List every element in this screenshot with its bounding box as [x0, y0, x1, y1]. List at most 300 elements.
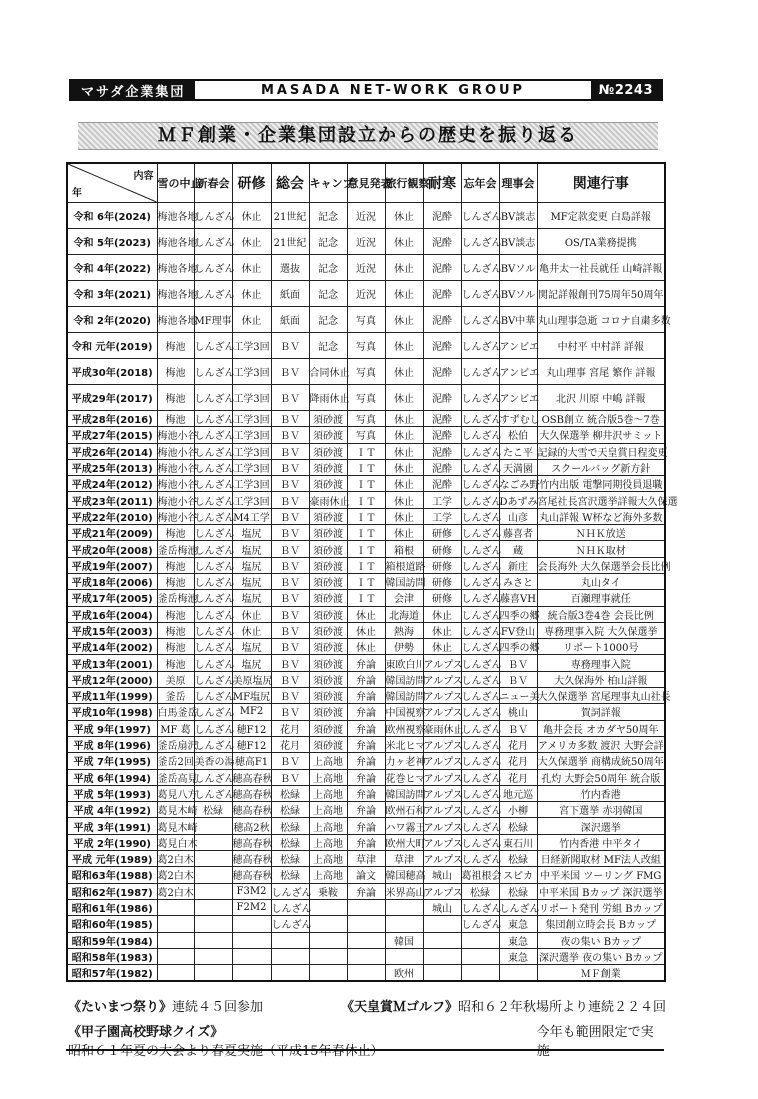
- table-cell: ＩＴ: [347, 476, 385, 492]
- table-cell: しんざん: [461, 573, 499, 589]
- table-cell: 欧州石和: [385, 802, 423, 818]
- table-cell: 休止: [385, 385, 423, 411]
- table-cell: 須砂渡: [309, 655, 347, 671]
- related-event-cell: 孔灼 大野会50周年 統合版: [537, 769, 665, 785]
- table-cell: 上高地: [309, 753, 347, 769]
- table-cell: [499, 965, 537, 982]
- table-cell: 米北ヒマ: [385, 736, 423, 752]
- table-cell: 泥酔: [423, 229, 461, 255]
- table-cell: ＩＴ: [347, 443, 385, 459]
- table-cell: しんざん: [461, 281, 499, 307]
- table-cell: BV談志: [499, 229, 537, 255]
- table-cell: 欧州大町: [385, 834, 423, 850]
- table-cell: アンビエ: [499, 359, 537, 385]
- table-row: [67, 834, 665, 850]
- table-cell: 上高地: [309, 818, 347, 834]
- table-cell: 東急: [499, 916, 537, 932]
- table-cell: 弁論: [347, 769, 385, 785]
- table-cell: しんざん: [499, 899, 537, 915]
- history-table: [66, 162, 678, 982]
- table-cell: 上高地: [309, 851, 347, 867]
- table-cell: 休止: [232, 281, 271, 307]
- table-cell: 葛見木崎: [157, 802, 194, 818]
- table-cell: 弁論: [347, 704, 385, 720]
- year-cell: 平成14年(2002): [67, 639, 157, 655]
- header-cell: 関連行事: [537, 163, 665, 203]
- table-cell: [309, 916, 347, 932]
- table-cell: 豪雨休止: [423, 720, 461, 736]
- table-cell: 葛祖根会: [461, 867, 499, 883]
- table-cell: 弁論: [347, 818, 385, 834]
- table-cell: 美原塩尻: [232, 671, 271, 687]
- year-cell: 昭和60年(1985): [67, 916, 157, 932]
- table-cell: 記念: [309, 229, 347, 255]
- table-cell: 釜岳扇沢: [157, 736, 194, 752]
- related-event-cell: 中村平 中村詳 詳報: [537, 333, 665, 359]
- table-cell: しんざん: [194, 203, 232, 229]
- table-cell: 写真: [347, 307, 385, 333]
- note-title: 《甲子園高校野球クイズ》: [68, 1025, 224, 1040]
- table-cell: 葛見八方: [157, 785, 194, 801]
- year-cell: 平成30年(2018): [67, 359, 157, 385]
- table-cell: しんざん: [271, 916, 309, 932]
- table-cell: 写真: [347, 359, 385, 385]
- table-cell: たこ平: [499, 443, 537, 459]
- table-cell: アンビエ: [499, 333, 537, 359]
- table-cell: しんざん: [194, 671, 232, 687]
- table-cell: ＢＶ: [271, 557, 309, 573]
- table-cell: ＢＶ: [271, 573, 309, 589]
- table-cell: 休止: [385, 307, 423, 333]
- table-row: [67, 688, 665, 704]
- table-cell: 塩尻: [232, 525, 271, 541]
- table-cell: 美原: [157, 671, 194, 687]
- table-cell: 上高地: [309, 769, 347, 785]
- table-cell: 工学3回: [232, 476, 271, 492]
- related-event-cell: 竹内香港: [537, 785, 665, 801]
- table-cell: 選抜: [271, 255, 309, 281]
- footer-line-2: [68, 1021, 666, 1059]
- table-cell: 梅池小谷: [157, 427, 194, 443]
- table-cell: 梅池小谷: [157, 508, 194, 524]
- table-row: [67, 704, 665, 720]
- year-cell: 平成10年(1998): [67, 704, 157, 720]
- table-header-row: [67, 163, 665, 203]
- table-cell: 須砂渡: [309, 411, 347, 427]
- year-cell: 平成 元年(1989): [67, 851, 157, 867]
- table-cell: 泥酔: [423, 427, 461, 443]
- table-cell: しんざん: [461, 834, 499, 850]
- table-cell: [461, 965, 499, 982]
- table-cell: 韓国穂高: [385, 867, 423, 883]
- table-cell: しんざん: [461, 525, 499, 541]
- table-cell: 研修: [423, 557, 461, 573]
- table-cell: [347, 948, 385, 964]
- table-row: [67, 655, 665, 671]
- table-cell: 写真: [347, 427, 385, 443]
- table-cell: 梅池各地: [157, 229, 194, 255]
- related-event-cell: 専務理事入院 大久保選挙: [537, 622, 665, 638]
- table-cell: [461, 932, 499, 948]
- related-event-cell: ＮＨＫ取材: [537, 541, 665, 557]
- header-cell: キャンプ: [309, 163, 347, 203]
- table-cell: ＩＴ: [347, 525, 385, 541]
- year-cell: 平成23年(2011): [67, 492, 157, 508]
- koshien-quiz-status: 今年も範囲限定で実施: [536, 1025, 654, 1059]
- table-cell: [385, 916, 423, 932]
- table-cell: ＢＶ: [499, 720, 537, 736]
- table-cell: 研修: [423, 573, 461, 589]
- table-cell: [461, 948, 499, 964]
- table-cell: 休止: [385, 281, 423, 307]
- torch-festival-note: [68, 996, 263, 1015]
- table-cell: ＢＶ: [271, 590, 309, 606]
- table-cell: しんざん: [194, 688, 232, 704]
- table-cell: 休止: [232, 203, 271, 229]
- table-cell: 21世紀: [271, 203, 309, 229]
- table-cell: 梅池: [157, 525, 194, 541]
- related-event-cell: OS/TA業務提携: [537, 229, 665, 255]
- table-cell: しんざん: [461, 704, 499, 720]
- table-cell: ＢＶ: [271, 769, 309, 785]
- table-row: [67, 590, 665, 606]
- table-cell: 塩尻: [232, 541, 271, 557]
- table-cell: 藤喜VH: [499, 590, 537, 606]
- table-cell: アルプス: [423, 655, 461, 671]
- table-cell: アルプス: [423, 671, 461, 687]
- table-cell: しんざん: [461, 557, 499, 573]
- table-cell: ＢＶ: [499, 671, 537, 687]
- table-cell: 工学3回: [232, 359, 271, 385]
- table-row: [67, 525, 665, 541]
- table-cell: 花巻ヒマ: [385, 769, 423, 785]
- table-cell: 欧州視察: [385, 720, 423, 736]
- table-cell: 松緑: [461, 883, 499, 899]
- table-cell: しんざん: [194, 720, 232, 736]
- table-cell: 須砂渡: [309, 671, 347, 687]
- table-cell: F3M2: [232, 883, 271, 899]
- note-title: 《天皇賞Ｍゴルフ》: [340, 1000, 458, 1015]
- table-cell: しんざん: [461, 899, 499, 915]
- table-cell: しんざん: [461, 671, 499, 687]
- table-cell: しんざん: [194, 622, 232, 638]
- table-cell: 穂F12: [232, 736, 271, 752]
- table-cell: 米界高山: [385, 883, 423, 899]
- table-cell: 須砂渡: [309, 720, 347, 736]
- table-cell: 梅池各地: [157, 307, 194, 333]
- table-cell: 休止: [385, 427, 423, 443]
- table-cell: [194, 883, 232, 899]
- table-row: [67, 671, 665, 687]
- table-cell: しんざん: [461, 688, 499, 704]
- table-cell: 須砂渡: [309, 573, 347, 589]
- table-cell: 松緑: [499, 818, 537, 834]
- related-event-cell: 賀詞詳報: [537, 704, 665, 720]
- table-cell: しんざん: [461, 492, 499, 508]
- table-cell: しんざん: [194, 359, 232, 385]
- table-cell: しんざん: [461, 411, 499, 427]
- table-cell: アルプス: [423, 802, 461, 818]
- table-cell: しんざん: [461, 443, 499, 459]
- table-cell: しんざん: [271, 883, 309, 899]
- header-cell: 旅行観察: [385, 163, 423, 203]
- table-cell: 休止: [232, 622, 271, 638]
- table-cell: 松緑: [271, 785, 309, 801]
- table-cell: しんざん: [194, 557, 232, 573]
- header-cell: 理事会: [499, 163, 537, 203]
- corner-item-label: 内容: [133, 171, 154, 182]
- table-cell: しんざん: [461, 541, 499, 557]
- year-cell: 平成26年(2014): [67, 443, 157, 459]
- table-cell: ＢＶ: [271, 622, 309, 638]
- table-cell: 葛見木崎: [157, 818, 194, 834]
- table-cell: [194, 916, 232, 932]
- table-cell: しんざん: [461, 333, 499, 359]
- table-cell: [347, 965, 385, 982]
- header-cell: 雪の中止: [157, 163, 194, 203]
- table-cell: 釜岳2回: [157, 753, 194, 769]
- related-event-cell: 丸山理事 宮尾 繁作 詳報: [537, 359, 665, 385]
- year-cell: 令和 元年(2019): [67, 333, 157, 359]
- related-event-cell: 関記詳報創刊75周年50周年: [537, 281, 665, 307]
- table-cell: 梅池: [157, 655, 194, 671]
- table-cell: [157, 916, 194, 932]
- table-cell: FV登山: [499, 622, 537, 638]
- table-cell: 梅池: [157, 385, 194, 411]
- table-cell: アンビエ: [499, 385, 537, 411]
- related-event-cell: 竹内出版 電撃同期役員退職: [537, 476, 665, 492]
- table-cell: しんざん: [461, 916, 499, 932]
- table-cell: [423, 932, 461, 948]
- year-cell: 平成11年(1999): [67, 688, 157, 704]
- table-cell: しんざん: [194, 541, 232, 557]
- table-cell: 休止: [385, 508, 423, 524]
- year-cell: 平成 4年(1992): [67, 802, 157, 818]
- note-text: 昭和６１年夏の大会より春夏実施（平成15年春休止）: [68, 1044, 384, 1059]
- table-cell: 花月: [271, 736, 309, 752]
- note-text: 連続４５回参加: [172, 1000, 264, 1015]
- table-cell: 草津: [347, 851, 385, 867]
- table-cell: しんざん: [194, 459, 232, 475]
- table-cell: 写真: [347, 385, 385, 411]
- table-cell: しんざん: [194, 255, 232, 281]
- table-cell: 白馬釜岳: [157, 704, 194, 720]
- table-cell: ＢＶ: [271, 655, 309, 671]
- table-cell: 北海道: [385, 606, 423, 622]
- table-cell: 紙面: [271, 307, 309, 333]
- year-cell: 平成 8年(1996): [67, 736, 157, 752]
- table-cell: ニュー美: [499, 688, 537, 704]
- table-cell: 梅池各地: [157, 203, 194, 229]
- table-cell: しんざん: [194, 639, 232, 655]
- table-cell: [232, 916, 271, 932]
- table-cell: 花月: [499, 736, 537, 752]
- table-row: [67, 385, 665, 411]
- table-cell: 近況: [347, 255, 385, 281]
- table-cell: ＢＶ: [271, 411, 309, 427]
- table-cell: 休止: [385, 411, 423, 427]
- table-cell: 休止: [423, 622, 461, 638]
- year-cell: 平成13年(2001): [67, 655, 157, 671]
- table-row: [67, 818, 665, 834]
- table-cell: 弁論: [347, 834, 385, 850]
- table-cell: 須砂渡: [309, 557, 347, 573]
- table-cell: しんざん: [271, 899, 309, 915]
- table-cell: 工学3回: [232, 333, 271, 359]
- table-cell: 休止: [423, 639, 461, 655]
- table-cell: ＩＴ: [347, 508, 385, 524]
- table-cell: ＩＴ: [347, 557, 385, 573]
- table-cell: 工学3回: [232, 492, 271, 508]
- table-cell: 藤喜者: [499, 525, 537, 541]
- related-event-cell: アメリカ多数 渡沢 大野会詳: [537, 736, 665, 752]
- table-cell: しんざん: [461, 229, 499, 255]
- table-cell: 韓国訪問: [385, 671, 423, 687]
- masthead-banner: [69, 79, 663, 101]
- year-cell: 平成24年(2012): [67, 476, 157, 492]
- table-cell: 休止: [385, 203, 423, 229]
- table-cell: しんざん: [461, 476, 499, 492]
- table-cell: 工学3回: [232, 385, 271, 411]
- table-cell: 草津: [385, 851, 423, 867]
- table-cell: 近況: [347, 281, 385, 307]
- table-cell: しんざん: [194, 508, 232, 524]
- table-cell: 研修: [423, 590, 461, 606]
- table-cell: 梅池小谷: [157, 443, 194, 459]
- table-cell: 須砂渡: [309, 476, 347, 492]
- table-cell: 休止: [385, 492, 423, 508]
- related-event-cell: 大久保選挙 柳井沢サミット: [537, 427, 665, 443]
- table-cell: 論文: [347, 867, 385, 883]
- table-cell: 塩尻: [232, 655, 271, 671]
- table-cell: [194, 867, 232, 883]
- headline: ＭＦ創業・企業集団設立からの歴史を振り返る: [78, 122, 658, 150]
- header-cell: 研修: [232, 163, 271, 203]
- table-row: [67, 508, 665, 524]
- table-cell: 近況: [347, 203, 385, 229]
- table-cell: F2M2: [232, 899, 271, 915]
- table-cell: 泥酔: [423, 359, 461, 385]
- table-cell: ＢＶ: [271, 671, 309, 687]
- table-cell: [385, 948, 423, 964]
- table-cell: BVソル: [499, 255, 537, 281]
- table-cell: 弁論: [347, 671, 385, 687]
- table-cell: しんざん: [194, 492, 232, 508]
- table-row: [67, 557, 665, 573]
- table-cell: 工学: [423, 492, 461, 508]
- table-cell: BV中華: [499, 307, 537, 333]
- table-row: [67, 785, 665, 801]
- table-row: [67, 476, 665, 492]
- table-cell: [271, 965, 309, 982]
- year-cell: 平成21年(2009): [67, 525, 157, 541]
- related-event-cell: 北沢 川原 中嶋 詳報: [537, 385, 665, 411]
- table-cell: 泥酔: [423, 476, 461, 492]
- masthead-english-name: MASADA NET-WORK GROUP: [260, 82, 526, 98]
- table-cell: [194, 965, 232, 982]
- note-text: 昭和６２年秋場所より連続２２４回: [457, 1000, 666, 1015]
- table-row: [67, 443, 665, 459]
- table-cell: 梅池小谷: [157, 459, 194, 475]
- table-cell: しんざん: [461, 255, 499, 281]
- table-cell: 箱根道路: [385, 557, 423, 573]
- year-cell: 平成17年(2005): [67, 590, 157, 606]
- table-cell: 山彦: [499, 508, 537, 524]
- year-cell: 昭和62年(1987): [67, 883, 157, 899]
- table-cell: 穂高春秋: [232, 785, 271, 801]
- related-event-cell: 宮尾社長宮沢選挙詳報大久保選: [537, 492, 665, 508]
- related-event-cell: 集団創立時会長 Bカップ: [537, 916, 665, 932]
- table-cell: [347, 916, 385, 932]
- table-cell: しんざん: [461, 851, 499, 867]
- table-cell: しんざん: [461, 720, 499, 736]
- year-cell: 平成 3年(1991): [67, 818, 157, 834]
- table-cell: 休止: [347, 622, 385, 638]
- table-cell: アルプス: [423, 818, 461, 834]
- table-cell: しんざん: [461, 769, 499, 785]
- table-cell: しんざん: [194, 333, 232, 359]
- table-cell: 豪雨休止: [309, 492, 347, 508]
- header-cell: 総会: [271, 163, 309, 203]
- related-event-cell: 百瀬理事就任: [537, 590, 665, 606]
- table-cell: 欧州: [385, 965, 423, 982]
- table-cell: 松緑: [271, 818, 309, 834]
- table-cell: 天満園: [499, 459, 537, 475]
- table-cell: 泥酔: [423, 411, 461, 427]
- table-cell: 梅池: [157, 411, 194, 427]
- corner-cell: [67, 163, 157, 203]
- table-cell: しんざん: [194, 281, 232, 307]
- table-cell: 塩尻: [232, 590, 271, 606]
- table-cell: しんざん: [461, 359, 499, 385]
- table-cell: しんざん: [194, 590, 232, 606]
- header-cell: 忘年会: [461, 163, 499, 203]
- table-cell: 須砂渡: [309, 590, 347, 606]
- table-cell: 休止: [423, 606, 461, 622]
- related-event-cell: 大久保海外 柏山詳報: [537, 671, 665, 687]
- table-cell: 須砂渡: [309, 508, 347, 524]
- table-cell: [194, 851, 232, 867]
- table-cell: 須砂渡: [309, 688, 347, 704]
- table-cell: しんざん: [461, 622, 499, 638]
- table-cell: 泥酔: [423, 203, 461, 229]
- related-event-cell: リポート発刊 労組 Bカップ: [537, 899, 665, 915]
- related-event-cell: MF定款変更 白島詳報: [537, 203, 665, 229]
- table-cell: 紙面: [271, 281, 309, 307]
- masthead-japanese-name: マサダ企業集団: [71, 81, 195, 99]
- year-cell: 平成 2年(1990): [67, 834, 157, 850]
- table-cell: 新庄: [499, 557, 537, 573]
- table-cell: アルプス: [423, 769, 461, 785]
- table-cell: 須砂渡: [309, 622, 347, 638]
- table-cell: 松緑: [271, 867, 309, 883]
- table-cell: 合同休止: [309, 359, 347, 385]
- table-cell: しんざん: [461, 203, 499, 229]
- table-cell: 韓国訪問: [385, 573, 423, 589]
- table-cell: 泥酔: [423, 333, 461, 359]
- table-cell: 研修: [423, 541, 461, 557]
- table-cell: 韓国訪問: [385, 688, 423, 704]
- table-cell: [309, 899, 347, 915]
- table-cell: [194, 899, 232, 915]
- table-cell: しんざん: [194, 476, 232, 492]
- year-cell: 平成29年(2017): [67, 385, 157, 411]
- table-cell: 泥酔: [423, 459, 461, 475]
- table-cell: 記念: [309, 307, 347, 333]
- table-cell: [232, 932, 271, 948]
- table-cell: アルプス: [423, 704, 461, 720]
- table-cell: 記念: [309, 333, 347, 359]
